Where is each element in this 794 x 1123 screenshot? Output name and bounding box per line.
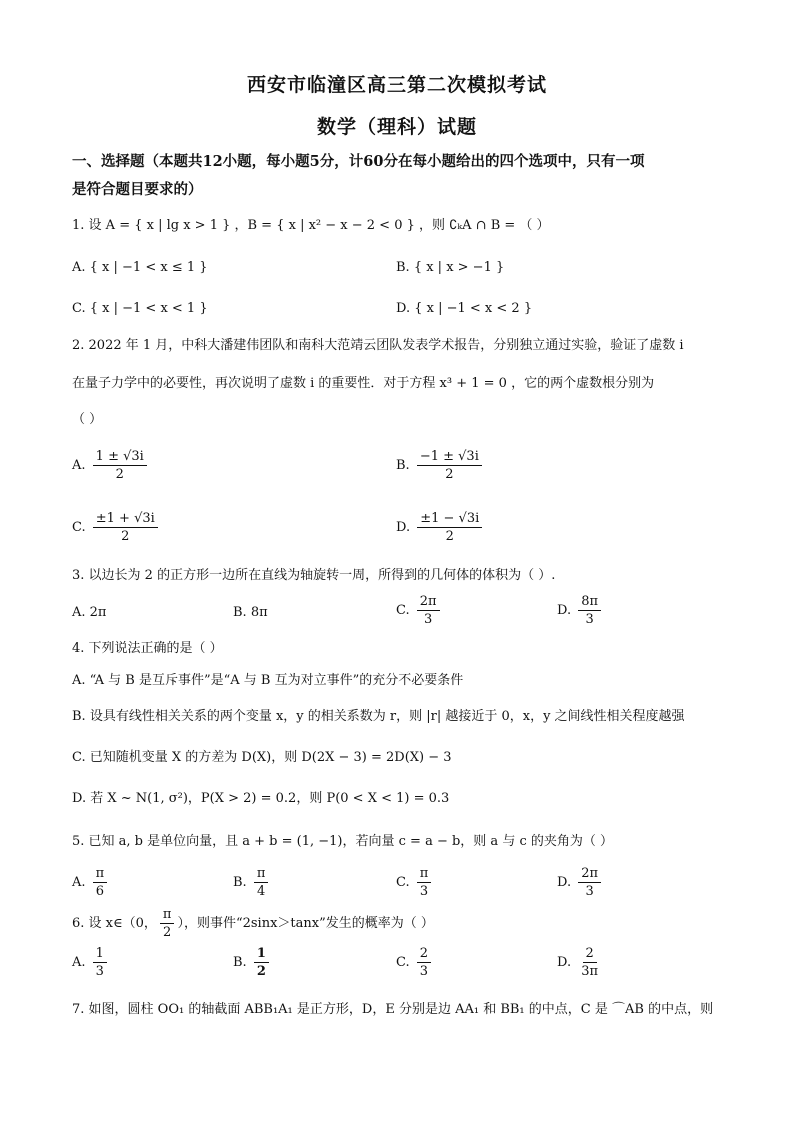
q2-option-c-denominator: 2: [121, 529, 130, 544]
q6-option-d-numerator: 2: [583, 945, 597, 963]
q2-option-a-denominator: 2: [115, 467, 124, 482]
q1-option-a: A. { x | −1 < x ≤ 1 }: [72, 260, 208, 275]
q2-option-c-label: C.: [72, 520, 86, 535]
q5-option-b-label: B.: [233, 875, 247, 890]
q2-option-d-denominator: 2: [445, 529, 454, 544]
q2-option-b-numerator: −1 ± √3i: [417, 448, 482, 466]
q3-option-b: B. 8π: [233, 605, 268, 620]
q1-option-d: D. { x | −1 < x < 2 }: [396, 301, 533, 316]
q1-stem: 1. 设 A = { x | lg x > 1 } ，B = { x | x² − x − 2 < 0 } ，则 ∁ₖA ∩ B = （ ）: [72, 218, 550, 233]
q4-option-b: B. 设具有线性相关关系的两个变量 x，y 的相关系数为 r，则 |r| 越接近于 0，x，y 之间线性相关程度越强: [72, 709, 685, 724]
q3-option-d: [557, 593, 604, 628]
q6-option-d-fraction: [578, 945, 601, 980]
q5-option-c-numerator: π: [417, 865, 432, 883]
q6-option-a-denominator: 3: [95, 964, 104, 979]
q6-option-c-fraction: [417, 945, 431, 980]
q2-option-d: [396, 510, 485, 545]
q6-option-d: [557, 945, 604, 980]
q5-option-d-numerator: 2π: [578, 865, 601, 883]
q3-option-a: A. 2π: [72, 605, 107, 620]
q2-stem-line1: 2. 2022 年 1 月，中科大潘建伟团队和南科大范靖云团队发表学术报告，分别独立通过实验，验证了虚数 i: [72, 338, 684, 353]
q2-option-a-numerator: 1 ± √3i: [93, 448, 147, 466]
q6-stem-part-b: ），则事件“2sinx＞tanx”发生的概率为（ ）: [177, 916, 434, 931]
q5-option-c-label: C.: [396, 875, 410, 890]
q1-option-b: B. { x | x > −1 }: [396, 260, 505, 275]
q7-stem: 7. 如图，圆柱 OO₁ 的轴截面 ABB₁A₁ 是正方形，D，E 分别是边 AA₁ 和 BB₁ 的中点，C 是 ⌒AB 的中点，则: [72, 1002, 714, 1017]
q5-stem: 5. 已知 a, b 是单位向量，且 a + b = (1, −1)，若向量 c = a − b，则 a 与 c 的夹角为（ ）: [72, 834, 613, 849]
q3-option-c-numerator: 2π: [417, 593, 440, 611]
q5-option-a-numerator: π: [93, 865, 108, 883]
q6-option-c-denominator: 3: [419, 964, 429, 979]
q6-option-b-label: B.: [233, 955, 247, 970]
q5-option-a-denominator: 6: [95, 884, 105, 899]
q5-option-d-denominator: 3: [585, 884, 594, 899]
q5-option-c-denominator: 3: [419, 884, 429, 899]
q6-stem-numerator: π: [160, 906, 175, 924]
q5-option-c-fraction: [417, 865, 432, 900]
q6-option-b-fraction: [254, 945, 269, 980]
q3-option-d-label: D.: [557, 603, 572, 618]
q5-option-d-label: D.: [557, 875, 572, 890]
q6-option-c: [396, 945, 434, 980]
q2-option-d-numerator: ±1 − √3i: [417, 510, 482, 528]
q6-option-a-fraction: [93, 945, 107, 980]
q2-stem-line3: （ ）: [72, 412, 103, 427]
q6-option-b-numerator: 1: [254, 945, 269, 963]
q4-stem: 4. 下列说法正确的是（ ）: [72, 641, 223, 656]
q3-option-c-fraction: [417, 593, 440, 628]
q3-stem: 3. 以边长为 2 的正方形一边所在直线为轴旋转一周，所得到的几何体的体积为（ ）.: [72, 568, 556, 583]
q5-option-b-fraction: [254, 865, 269, 900]
q6-option-a: [72, 945, 110, 980]
section-header-line1: 一、选择题（本题共12小题，每小题5分，计60分在每小题给出的四个选项中，只有一项: [72, 153, 645, 170]
q1-option-c: C. { x | −1 < x < 1 }: [72, 301, 208, 316]
q3-option-c-label: C.: [396, 603, 410, 618]
q3-option-c-denominator: 3: [424, 612, 433, 627]
q2-option-a-label: A.: [72, 458, 86, 473]
q5-option-b: [233, 865, 271, 900]
q6-option-d-label: D.: [557, 955, 572, 970]
q5-option-b-denominator: 4: [256, 884, 266, 899]
q6-stem-fraction: [160, 906, 175, 941]
q2-option-a: [72, 448, 150, 483]
q4-option-c: C. 已知随机变量 X 的方差为 D(X)，则 D(2X − 3) = 2D(X) − 3: [72, 750, 452, 765]
q4-option-a: A. “A 与 B 是互斥事件”是“A 与 B 互为对立事件”的充分不必要条件: [72, 673, 464, 688]
exam-subtitle: 数学（理科）试题: [316, 116, 477, 138]
q2-option-b-fraction: [417, 448, 482, 483]
q2-option-b: [396, 448, 485, 483]
q2-option-a-fraction: [93, 448, 147, 483]
q2-option-d-fraction: [417, 510, 482, 545]
q3-option-d-denominator: 3: [585, 612, 594, 627]
q5-option-d-fraction: [578, 865, 601, 900]
exam-title: 西安市临潼区高三第二次模拟考试: [246, 74, 547, 96]
q6-stem: [72, 906, 434, 941]
q6-stem-denominator: 2: [163, 925, 172, 940]
q6-stem-part-a: 6. 设 x∈（0，: [72, 916, 157, 931]
q2-option-b-label: B.: [396, 458, 410, 473]
q2-option-c-numerator: ±1 + √3i: [93, 510, 158, 528]
q6-option-d-denominator: 3π: [581, 964, 599, 979]
q2-option-b-denominator: 2: [445, 467, 454, 482]
q6-option-b-denominator: 2: [256, 964, 266, 979]
q5-option-a-fraction: [93, 865, 108, 900]
q5-option-d: [557, 865, 604, 900]
q5-option-c: [396, 865, 434, 900]
q6-option-a-numerator: 1: [93, 945, 107, 963]
q2-option-c-fraction: [93, 510, 158, 545]
q2-option-d-label: D.: [396, 520, 411, 535]
q5-option-b-numerator: π: [254, 865, 269, 883]
q2-stem-line2: 在量子力学中的必要性，再次说明了虚数 i 的重要性．对于方程 x³ + 1 = 0 ，它的两个虚数根分别为: [72, 376, 655, 391]
q4-option-d: D. 若 X ~ N(1, σ²)，P(X > 2) = 0.2，则 P(0 < X < 1) = 0.3: [72, 791, 450, 806]
q3-option-c: [396, 593, 443, 628]
q3-option-d-numerator: 8π: [578, 593, 601, 611]
q6-option-c-label: C.: [396, 955, 410, 970]
q5-option-a: [72, 865, 110, 900]
q5-option-a-label: A.: [72, 875, 86, 890]
q6-option-c-numerator: 2: [417, 945, 431, 963]
section-header-line2: 是符合题目要求的）: [72, 181, 203, 198]
q6-option-a-label: A.: [72, 955, 86, 970]
q3-option-d-fraction: [578, 593, 601, 628]
q6-option-b: [233, 945, 272, 980]
q2-option-c: [72, 510, 161, 545]
